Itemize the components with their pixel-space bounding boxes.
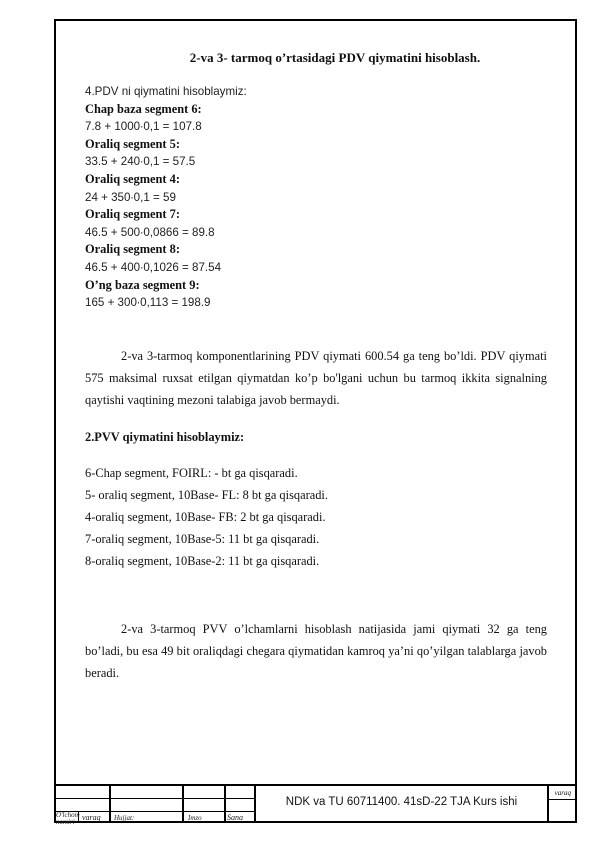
segment-heading: Oraliq segment 8: [85, 242, 180, 257]
list-item: 6-Chap segment, FOIRL: - bt ga qisqaradi. [85, 466, 298, 480]
segment-formula: 165 + 300∙0,113 = 198.9 [85, 296, 211, 310]
segment-heading: Oraliq segment 7: [85, 207, 180, 222]
segment-formula: 24 + 350∙0,1 = 59 [85, 190, 176, 204]
pdv-calculation [85, 83, 545, 312]
pdv-conclusion-paragraph: 2-va 3-tarmoq komponentlarining PDV qiymati 600.54 ga teng bo’ldi. PDV qiymati 575 maksimal ruxsat etilgan qiymatdan ko’p bo'lgani uchun bu tarmoq ikkita signalning qaytishi vaqtining mezoni talabiga javob bermaydi. [85, 349, 547, 407]
title-block-stamp [54, 784, 577, 826]
segment-formula: 46.5 + 500∙0,0866 = 89.8 [85, 225, 215, 239]
segment-formula: 7.8 + 1000∙0,1 = 107.8 [85, 120, 202, 134]
segment-heading: O’ng baza segment 9: [85, 277, 200, 292]
stamp-label-varaq-right: varaq [554, 789, 571, 797]
list-item: 5- oraliq segment, 10Base- FL: 8 bt ga qisqaradi. [85, 488, 328, 502]
segment-heading: Oraliq segment 5: [85, 136, 180, 151]
stamp-label-imzo: Imzo [188, 814, 202, 822]
segment-formula: 46.5 + 400∙0,1026 = 87.54 [85, 260, 222, 274]
pvv-heading: 2.PVV qiymatini hisoblaymiz: [85, 430, 245, 444]
pvv-conclusion-paragraph: 2-va 3-tarmoq PVV o’lchamlarni hisoblash natijasida jami qiymati 32 ga teng bo’ladi, bu esa 49 bit oraliqdagi chegara qiymatidan kamroq ya’ni qo’yilgan talablarga javob beradi. [85, 622, 547, 680]
segment-heading: Oraliq segment 4: [85, 171, 180, 186]
segment-heading: Chap baza segment 6: [85, 101, 202, 116]
list-item: 4-oraliq segment, 10Base- FB: 2 bt ga qisqaradi. [85, 510, 326, 524]
stamp-label-sana: Sana [227, 813, 243, 822]
stamp-document-code: NDK va TU 60711400. 41sD-22 TJA Kurs ishi [285, 796, 518, 808]
calc-intro: 4.PDV ni qiymatini hisoblaymiz: [85, 85, 247, 98]
segment-formula: 33.5 + 240∙0,1 = 57.5 [85, 155, 196, 169]
pvv-list [85, 462, 328, 572]
stamp-label-hujjat: Hujjat: [114, 814, 135, 822]
page-title: 2-va 3- tarmoq o’rtasidagi PDV qiymatini hisoblash. [189, 50, 481, 65]
list-item: 7-oraliq segment, 10Base-5: 11 bt ga qisqaradi. [85, 532, 320, 546]
stamp-label-varaq: varaq [82, 813, 101, 822]
stamp-label-ozgarish: O'lchom nomiri [56, 811, 80, 826]
list-item: 8-oraliq segment, 10Base-2: 11 bt ga qisqaradi. [85, 554, 320, 568]
